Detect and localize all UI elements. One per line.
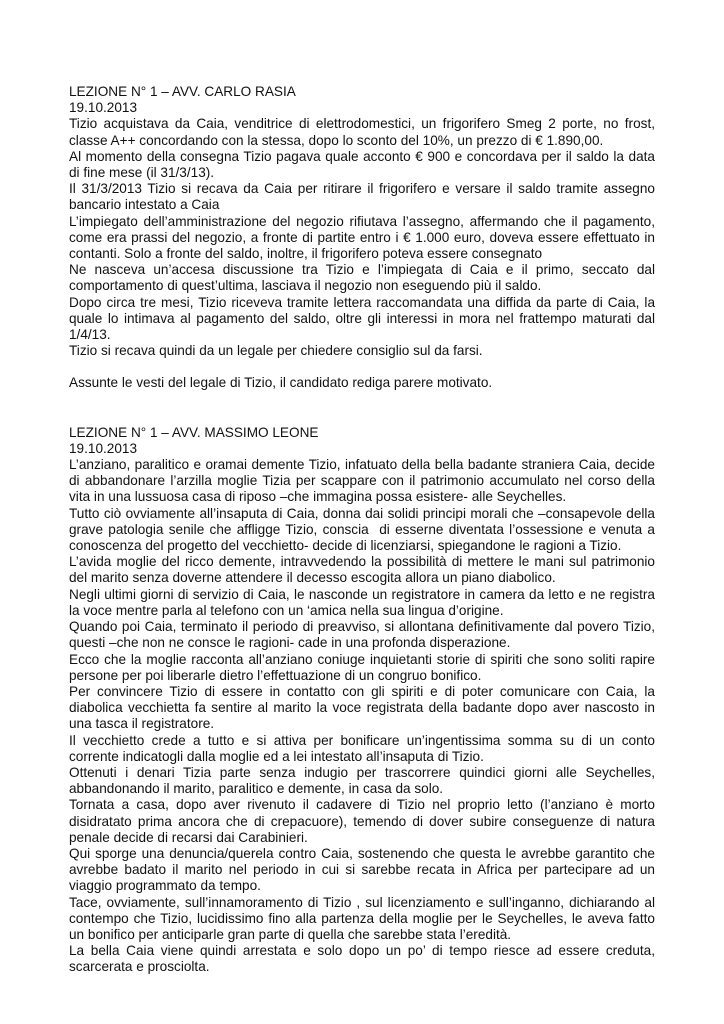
lesson-heading: LEZIONE N° 1 – AVV. MASSIMO LEONE bbox=[69, 424, 319, 440]
paragraph: Ne nasceva un’accesa discussione tra Tizio e l’impiegata di Caia e il primo, seccato dal comportamento di quest’ultima, lasciava il negozio non eseguendo più il saldo. bbox=[69, 262, 659, 294]
paragraph: Qui sporge una denuncia/querela contro Caia, sostenendo che questa le avrebbe garantito che avrebbe badato il marito nel periodo in cui si sarebbe recata in Africa per partecipare ad un viaggio programmato da tempo. bbox=[69, 845, 659, 894]
paragraph: Quando poi Caia, terminato il periodo di preavviso, si allontana definitivamente dal povero Tizio, questi –che non ne consce le ragioni- cade in una profonda disperazione. bbox=[69, 619, 659, 651]
paragraph: Tornata a casa, dopo aver rivenuto il cadavere di Tizio nel proprio letto (l’anziano è morto disidratato prima ancora che di crepacuore), temendo di dover subire conseguenze di natura penale decide di recarsi dai Carabinieri. bbox=[69, 797, 659, 845]
paragraph: La bella Caia viene quindi arrestata e solo dopo un po’ di tempo riesce ad essere creduta, scarcerata e prosciolta. bbox=[69, 943, 659, 975]
paragraph: Tutto ciò ovviamente all’insaputa di Caia, donna dai solidi principi morali che –consapevole della grave patologia senile che affligge Tizio, conscia di esserne diventata l’ossessione e venuta a conoscenza del progetto del vecchietto- decide di licenziarsi, spiegandone le ragioni a Tizio. bbox=[69, 505, 659, 554]
paragraph: Tace, ovviamente, sull’innamoramento di Tizio , sul licenziamento e sull’inganno, dichiarando al contempo che Tizio, lucidissimo fino alla partenza della moglie per le Seychelles, le aveva fatto un bonifico per anticiparle gran parte di quella che sarebbe stata l’eredità. bbox=[69, 894, 659, 942]
paragraph: Dopo circa tre mesi, Tizio riceveva tramite lettera raccomandata una diffida da parte di Caia, la quale lo intimava al pagamento del saldo, oltre gli interessi in mora nel frattempo maturati dal 1/4/13. bbox=[69, 294, 659, 343]
blank-line bbox=[69, 359, 655, 375]
paragraph: Negli ultimi giorni di servizio di Caia, le nasconde un registratore in camera da letto e ne registra la voce mentre parla al telefono con un ‘amica nella sua lingua d’origine. bbox=[69, 586, 659, 618]
paragraph: Tizio acquistava da Caia, venditrice di elettrodomestici, un frigorifero Smeg 2 porte, no frost, classe A++ concordando con la stessa, dopo lo sconto del 10%, un prezzo di € 1.890,00. bbox=[69, 116, 659, 148]
paragraph: Al momento della consegna Tizio pagava quale acconto € 900 e concordava per il saldo la data di fine mese (il 31/3/13). bbox=[69, 148, 659, 181]
lesson-date: 19.10.2013 bbox=[69, 100, 138, 116]
document-page bbox=[69, 84, 659, 976]
paragraph: Tizio si recava quindi da un legale per chiedere consiglio sul da farsi. bbox=[69, 343, 483, 359]
paragraph: Il vecchietto crede a tutto e si attiva per bonificare un’ingentissima somma su di un conto corrente indicatogli dalla moglie ed a lei intestato all’insaputa di Tizio. bbox=[69, 732, 659, 764]
lesson-carlo-rasia bbox=[69, 84, 659, 392]
paragraph: L’impiegato dell’amministrazione del negozio rifiutava l’assegno, affermando che il pagamento, come era prassi del negozio, a fronte di partite entro i € 1.000 euro, doveva essere effettuato in contanti. Solo a fronte del saldo, inoltre, il frigorifero poteva essere consegnato bbox=[69, 213, 659, 262]
exam-instruction: Assunte le vesti del legale di Tizio, il candidato rediga parere motivato. bbox=[69, 375, 493, 391]
paragraph: Ottenuti i denari Tizia parte senza indugio per trascorrere quindici giorni alle Seychelles, abbandonando il marito, paralitico e demente, in casa da solo. bbox=[69, 764, 659, 797]
paragraph: Il 31/3/2013 Tizio si recava da Caia per ritirare il frigorifero e versare il saldo tramite assegno bancario intestato a Caia bbox=[69, 181, 659, 213]
paragraph: Per convincere Tizio di essere in contatto con gli spiriti e di poter comunicare con Caia, la diabolica vecchietta fa sentire al marito la voce registrata della badante dopo aver nascosto in una tasca il registratore. bbox=[69, 683, 659, 732]
lesson-date: 19.10.2013 bbox=[69, 440, 138, 456]
paragraph: L’avida moglie del ricco demente, intravvedendo la possibilità di mettere le mani sul patrimonio del marito senza doverne attendere il decesso escogita allora un piano diabolico. bbox=[69, 554, 659, 586]
paragraph: Ecco che la moglie racconta all’anziano coniuge inquietanti storie di spiriti che sono soliti rapire persone per poi liberarle dietro l’effettuazione di un congruo bonifico. bbox=[69, 651, 659, 683]
lesson-massimo-leone bbox=[69, 424, 659, 976]
paragraph: L’anziano, paralitico e oramai demente Tizio, infatuato della bella badante straniera Caia, decide di abbandonare l’arzilla moglie Tizia per scappare con il patrimonio accumulato nel corso della vita in una lussuosa casa di riposo –che immagina possa esistere- alle Seychelles. bbox=[69, 457, 659, 505]
lesson-heading: LEZIONE N° 1 – AVV. CARLO RASIA bbox=[69, 84, 296, 99]
